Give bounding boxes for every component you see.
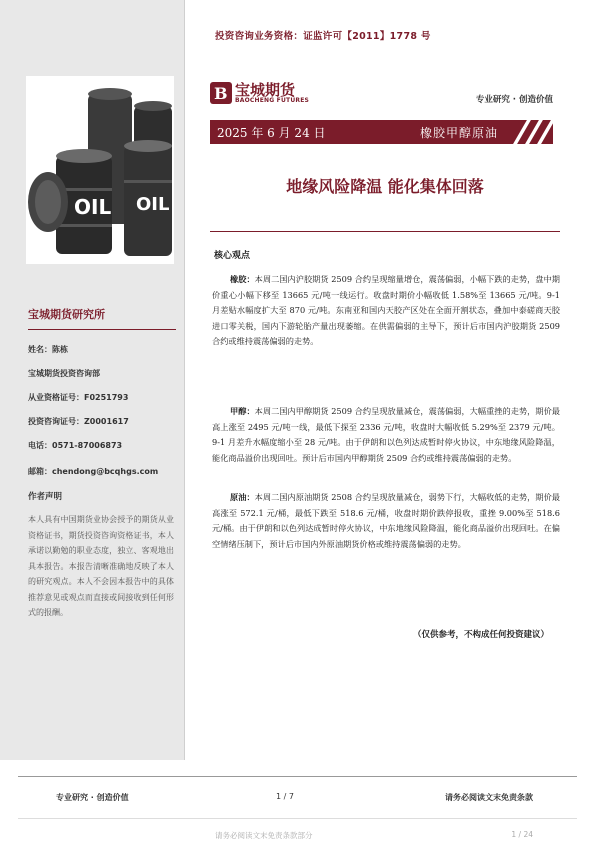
methanol-paragraph (212, 404, 560, 466)
crude-oil-label: 原油： (230, 492, 255, 502)
rubber-text: 本周二国内沪胶期货 2509 合约呈现缩量增仓，震荡偏弱，小幅下跌的走势，盘中期价重心小幅下移至 13665 元/吨一线运行。收盘时期价小幅收低 1.58%至 13665 元/吨。9-1 月差贴水幅度扩大至 870 元/吨。东南亚和国内天胶产区处在全面开割状态，叠加中泰磋商天胶进口零关税，国内下游轮胎产量出现萎缩。在供需偏弱的主导下，预计后市国内沪胶期货 2509 合约或维持震荡偏弱的走势。 (212, 274, 560, 346)
footer-slogan: 专业研究 · 创造价值 (56, 793, 129, 802)
crude-oil-paragraph (212, 490, 560, 552)
svg-text:B: B (214, 84, 228, 103)
methanol-label: 甲醇： (230, 406, 255, 416)
disclaimer: （仅供参考，不构成任何投资建议） (412, 630, 549, 640)
analyst-department: 宝城期货投资咨询部 (28, 369, 100, 378)
methanol-text: 本周二国内甲醇期货 2509 合约呈现放量减仓，震荡偏弱，大幅重挫的走势，期价最高上涨至 2495 元/吨一线，最低下探至 2336 元/吨，收盘时大幅收低 5.29%至 2379 元/吨。9-1 月差升水幅度缩小至 28 元/吨。由于伊朗和以色列达成暂时停火协议，中东地缘风险降温，能化商品溢价出现回吐。预计后市国内甲醇期货 2509 合约或维持震荡偏弱的走势。 (212, 406, 560, 463)
report-date: 2025 年 6 月 24 日 (217, 126, 326, 140)
sidebar-divider (184, 0, 185, 760)
qualification-number: 从业资格证号：F0251793 (28, 393, 129, 402)
footer-secondary-notice: 请务必阅读文末免责条款部分 (215, 831, 313, 840)
company-logo-name: 宝城期货 (235, 81, 296, 99)
phone: 电话：0571-87006873 (28, 441, 123, 450)
author-statement-heading: 作者声明 (28, 492, 63, 502)
company-logo-subtitle: BAOCHENG FUTURES (235, 97, 310, 104)
email: 邮箱：chendong@bcqhgs.com (28, 467, 159, 476)
footer-secondary-rule (18, 818, 577, 819)
analyst-name: 姓名：陈栋 (28, 345, 68, 354)
institute-name: 宝城期货研究所 (28, 308, 105, 321)
footer-rule (18, 776, 577, 777)
core-view-heading: 核心观点 (214, 251, 251, 261)
consulting-number: 投资咨询证号：Z0001617 (28, 417, 129, 426)
rubber-paragraph (212, 272, 560, 350)
company-logo-icon (210, 82, 232, 104)
license-text: 投资咨询业务资格：证监许可【2011】1778 号 (215, 31, 431, 42)
institute-rule (28, 329, 176, 330)
footer-secondary-page: 1 / 24 (511, 830, 533, 839)
footer-notice: 请务必阅读文末免责条款 (445, 793, 533, 802)
footer-page-number: 1 / 7 (276, 792, 294, 801)
title-rule (210, 231, 560, 232)
header-slogan: 专业研究 · 创造价值 (475, 95, 553, 105)
oil-barrel-label: OIL (136, 194, 170, 215)
author-statement: 本人具有中国期货业协会授予的期货从业资格证书，期货投资咨询资格证书，本人承诺以勤勉的职业态度，独立、客观地出具本报告。本报告清晰准确地反映了本人的研究观点。本人不会因本报告中的具体推荐意见或观点而直接或间接收到任何形式的报酬。 (28, 515, 174, 617)
report-title: 地缘风险降温 能化集体回落 (286, 177, 484, 196)
crude-oil-text: 本周二国内原油期货 2508 合约呈现放量减仓，弱势下行，大幅收低的走势，期价最高涨至 572.1 元/桶，最低下跌至 518.6 元/桶，收盘时期价跌停报收，重挫 9.00%至 518.6 元/桶。由于伊朗和以色列达成暂时停火协议，中东地缘风险降温，能化商品溢价出现回吐。在偏空情绪压制下，预计后市国内外原油期货价格或维持震荡偏弱的走势。 (212, 492, 560, 549)
rubber-label: 橡胶： (230, 274, 255, 284)
report-product: 橡胶甲醇原油 (420, 126, 499, 140)
oil-barrels-image (26, 76, 174, 264)
oil-barrel-label: OIL (74, 195, 112, 219)
